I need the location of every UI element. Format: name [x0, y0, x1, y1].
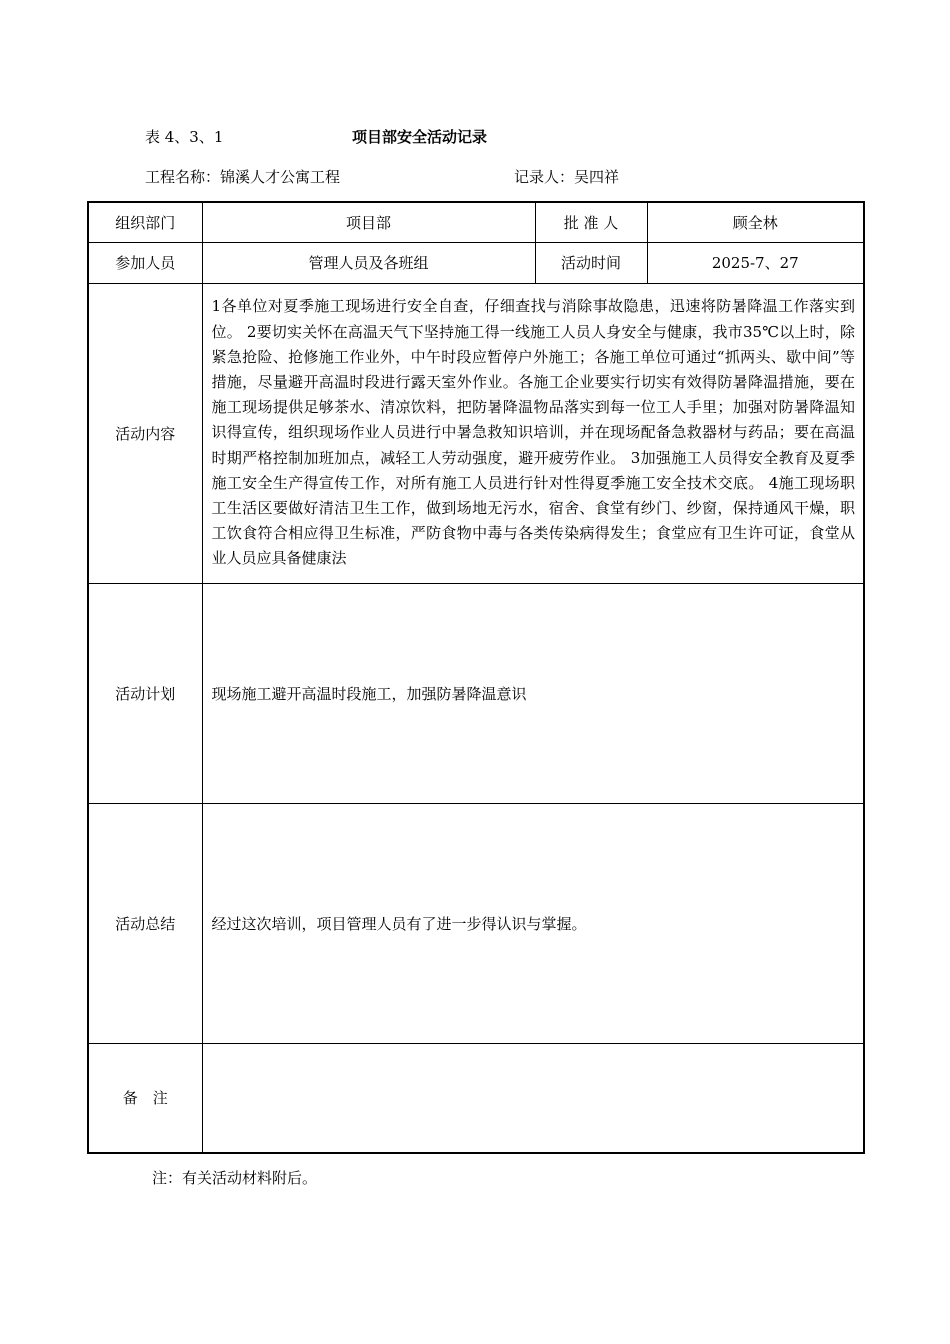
- time-value: 2025-7、27: [647, 242, 864, 283]
- summary-value: 经过这次培训，项目管理人员有了进一步得认识与掌握。: [202, 803, 864, 1043]
- approver-value: 顾全林: [647, 202, 864, 242]
- plan-label: 活动计划: [88, 583, 202, 803]
- org-value: 项目部: [202, 202, 535, 242]
- content-label: 活动内容: [88, 283, 202, 583]
- table-row-plan: [88, 583, 864, 803]
- footnote: 注：有关活动材料附后。: [152, 1169, 318, 1187]
- table-row-content: [88, 283, 864, 583]
- table-row-summary: [88, 803, 864, 1043]
- approver-label: 批 准 人: [535, 202, 647, 242]
- document-title: 项目部安全活动记录: [352, 128, 488, 146]
- document-heading: [145, 126, 845, 148]
- participants-value: 管理人员及各班组: [202, 242, 535, 283]
- org-label: 组织部门: [88, 202, 202, 242]
- safety-activity-record-table: [87, 201, 865, 1154]
- plan-value: 现场施工避开高温时段施工，加强防暑降温意识: [202, 583, 864, 803]
- meta-row: [145, 166, 845, 188]
- remarks-value: [202, 1043, 864, 1153]
- summary-label: 活动总结: [88, 803, 202, 1043]
- table-row-remarks: [88, 1043, 864, 1153]
- table-number: 表 4、3、1: [145, 128, 224, 146]
- table-row-organization: [88, 202, 864, 242]
- table-row-participants: [88, 242, 864, 283]
- participants-label: 参加人员: [88, 242, 202, 283]
- remarks-label: 备 注: [88, 1043, 202, 1153]
- project-name: 工程名称：锦溪人才公寓工程: [145, 168, 341, 186]
- recorder: 记录人：吴四祥: [514, 168, 620, 186]
- time-label: 活动时间: [535, 242, 647, 283]
- content-value: 1各单位对夏季施工现场进行安全自查，仔细查找与消除事故隐患，迅速将防暑降温工作落实到位。 2要切实关怀在高温天气下坚持施工得一线施工人员人身安全与健康，我市35℃以上时，除紧急抢险、抢修施工作业外，中午时段应暂停户外施工；各施工单位可通过“抓两头、歇中间”等措施，尽量避开高温时段进行露天室外作业。各施工企业要实行切实有效得防暑降温措施，要在施工现场提供足够茶水、清凉饮料，把防暑降温物品落实到每一位工人手里；加强对防暑降温知识得宣传，组织现场作业人员进行中暑急救知识培训，并在现场配备急救器材与药品；要在高温时期严格控制加班加点，减轻工人劳动强度，避开疲劳作业。 3加强施工人员得安全教育及夏季施工安全生产得宣传工作，对所有施工人员进行针对性得夏季施工安全技术交底。 4施工现场职工生活区要做好清洁卫生工作，做到场地无污水，宿舍、食堂有纱门、纱窗，保持通风干燥，职工饮食符合相应得卫生标准，严防食物中毒与各类传染病得发生；食堂应有卫生许可证，食堂从业人员应具备健康法: [202, 283, 864, 583]
